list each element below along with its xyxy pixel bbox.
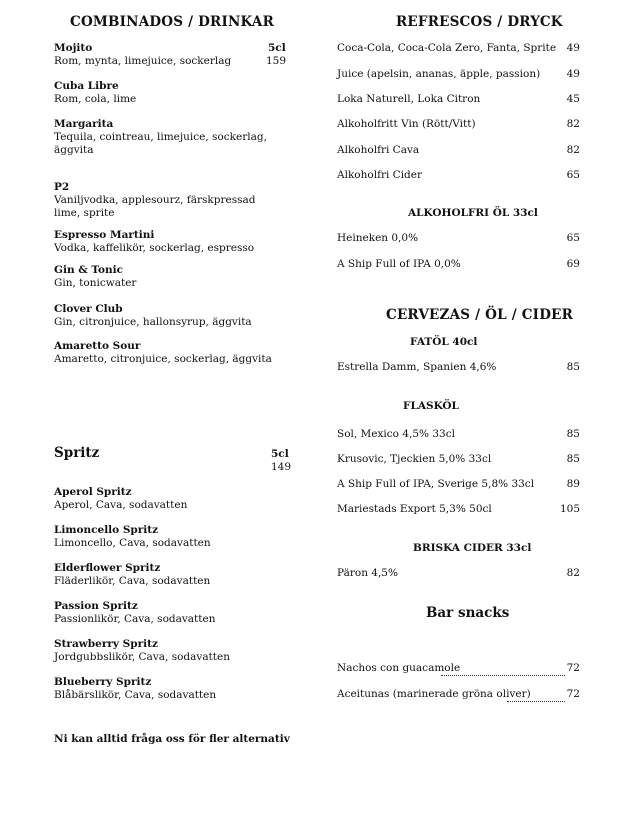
menu-item (54, 181, 256, 220)
menu-item (54, 303, 252, 329)
fatol-title: FATÖL 40cl (410, 336, 478, 348)
combinados-title: COMBINADOS / DRINKAR (70, 14, 274, 30)
menu-item (54, 486, 187, 512)
item-price: 85 (566, 453, 580, 465)
menu-item (54, 600, 215, 626)
item-name: A Ship Full of IPA, Sverige 5,8% 33cl (337, 478, 535, 490)
item-name: Clover Club (54, 303, 123, 315)
item-name: Päron 4,5% (337, 567, 398, 579)
item-price: 49 (566, 42, 580, 54)
item-desc: Gin, citronjuice, hallonsyrup, äggvita (54, 316, 252, 328)
menu-item (54, 638, 230, 664)
item-name: Gin & Tonic (54, 264, 124, 276)
cider-title: BRISKA CIDER 33cl (413, 542, 532, 554)
item-name: Amaretto Sour (54, 340, 141, 352)
item-desc: Vodka, kaffelikör, sockerlag, espresso (54, 242, 255, 254)
menu-item (54, 676, 216, 702)
item-desc: Rom, mynta, limejuice, sockerlag (54, 55, 232, 67)
menu-item (54, 264, 136, 290)
item-desc: Aperol, Cava, sodavatten (54, 499, 188, 511)
item-desc-line2: äggvita (54, 144, 94, 156)
item-name: Cuba Libre (54, 80, 119, 92)
item-name: Nachos con guacamole (337, 662, 461, 674)
menu-item (54, 562, 210, 588)
item-desc: Blåbärslikör, Cava, sodavatten (54, 689, 217, 701)
item-desc: Limoncello, Cava, sodavatten (54, 537, 211, 549)
item-price: 65 (566, 232, 580, 244)
item-name: Mojito (54, 42, 93, 54)
spritz-price: 149 (271, 461, 292, 473)
item-name: Alkoholfri Cava (337, 144, 420, 156)
menu-item (54, 42, 231, 68)
item-name: Espresso Martini (54, 229, 155, 241)
combinados-size-label: 5cl (268, 42, 286, 54)
spritz-size-label: 5cl (271, 448, 289, 460)
item-price: 45 (566, 93, 580, 105)
item-desc: Rom, cola, lime (54, 93, 137, 105)
menu-item (54, 80, 136, 106)
item-name: A Ship Full of IPA 0,0% (337, 258, 461, 270)
item-price: 72 (566, 688, 580, 700)
item-name: Mariestads Export 5,3% 50cl (337, 503, 492, 515)
item-name: Passion Spritz (54, 600, 138, 612)
item-desc: Passionlikör, Cava, sodavatten (54, 613, 216, 625)
item-name: Limoncello Spritz (54, 524, 159, 536)
item-name: Alkoholfritt Vin (Rött/Vitt) (337, 118, 476, 130)
combinados-price: 159 (266, 55, 287, 67)
refrescos-title: REFRESCOS / DRYCK (396, 14, 563, 30)
item-price: 82 (566, 118, 580, 130)
item-price: 82 (566, 144, 580, 156)
item-name: P2 (54, 181, 70, 193)
item-price: 49 (566, 68, 580, 80)
footer-note: Ni kan alltid fråga oss för fler alternativ (54, 733, 290, 745)
item-desc: Gin, tonicwater (54, 277, 137, 289)
item-desc-line2: lime, sprite (54, 207, 115, 219)
menu-item (54, 524, 211, 550)
item-price: 85 (566, 428, 580, 440)
dotted-leader (441, 674, 565, 676)
dotted-leader (507, 700, 565, 702)
item-name: Juice (apelsin, ananas, äpple, passion) (337, 68, 541, 80)
spritz-title: Spritz (54, 445, 100, 461)
item-price: 82 (566, 567, 580, 579)
item-price: 65 (566, 169, 580, 181)
item-name: Coca-Cola, Coca-Cola Zero, Fanta, Sprite (337, 42, 557, 54)
item-name: Elderflower Spritz (54, 562, 161, 574)
item-desc: Amaretto, citronjuice, sockerlag, äggvita (54, 353, 272, 365)
cervezas-title: CERVEZAS / ÖL / CIDER (386, 307, 574, 323)
menu-item (54, 118, 267, 157)
item-price: 105 (559, 503, 580, 515)
menu-item (54, 229, 254, 255)
item-name: Aceitunas (marinerade gröna oliver) (337, 688, 531, 700)
item-name: Blueberry Spritz (54, 676, 152, 688)
item-desc: Fläderlikör, Cava, sodavatten (54, 575, 211, 587)
bar-snacks-title: Bar snacks (426, 605, 510, 621)
item-desc: Vaniljvodka, applesourz, färskpressad (54, 194, 256, 206)
item-price: 89 (566, 478, 580, 490)
item-name: Strawberry Spritz (54, 638, 158, 650)
item-desc: Tequila, cointreau, limejuice, sockerlag, (54, 131, 267, 143)
item-desc: Jordgubbslikör, Cava, sodavatten (54, 651, 230, 663)
item-name: Krusovic, Tjeckien 5,0% 33cl (337, 453, 492, 465)
item-name: Alkoholfri Cider (337, 169, 423, 181)
item-name: Margarita (54, 118, 114, 130)
menu-item (54, 340, 272, 366)
item-name: Loka Naturell, Loka Citron (337, 93, 481, 105)
item-price: 85 (566, 361, 580, 373)
item-price: 72 (566, 662, 580, 674)
item-name: Aperol Spritz (54, 486, 132, 498)
item-price: 69 (566, 258, 580, 270)
item-name: Estrella Damm, Spanien 4,6% (337, 361, 497, 373)
item-name: Heineken 0,0% (337, 232, 419, 244)
flaskol-title: FLASKÖL (403, 400, 459, 412)
item-name: Sol, Mexico 4,5% 33cl (337, 428, 455, 440)
alkoholfri-ol-title: ALKOHOLFRI ÖL 33cl (408, 207, 538, 219)
